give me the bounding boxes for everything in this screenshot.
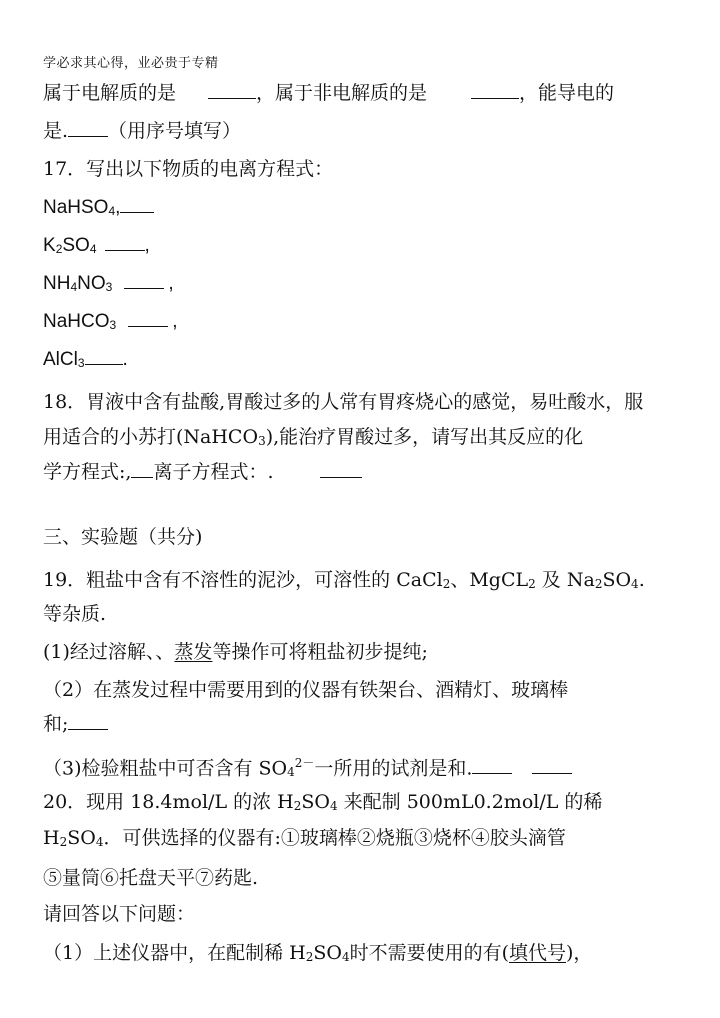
q16-text-nonelectrolyte: ，属于非电解质的是 bbox=[256, 82, 428, 104]
answer-blank[interactable] bbox=[472, 759, 512, 774]
answer-blank[interactable] bbox=[208, 84, 256, 99]
answer-blank[interactable] bbox=[68, 715, 108, 730]
q18-line-2: 用适合的小苏打(NaHCO3),能治疗胃酸过多，请写出其反应的化 bbox=[43, 426, 584, 448]
q17-item-k2so4: K2SO4 , bbox=[43, 235, 150, 256]
page-header-motto: 学必求其心得，业必贵于专精 bbox=[43, 56, 219, 71]
answer-blank[interactable] bbox=[131, 463, 153, 478]
underlined-answer: 填代号 bbox=[509, 942, 567, 964]
q19-line-1: 19．粗盐中含有不溶性的泥沙，可溶性的 CaCl2、MgCL2 及 Na2SO4. bbox=[43, 569, 645, 591]
q19-line-4: （2）在蒸发过程中需要用到的仪器有铁架台、酒精灯、玻璃棒 bbox=[43, 679, 569, 701]
q19-line-3: (1)经过溶解、、蒸发等操作可将粗盐初步提纯; bbox=[43, 641, 428, 663]
answer-blank[interactable] bbox=[85, 350, 123, 365]
underlined-answer: 蒸发 bbox=[174, 641, 213, 663]
q17-item-alcl3: AlCl3 . bbox=[43, 349, 128, 370]
answer-blank[interactable] bbox=[124, 274, 164, 289]
q20-line-1: 20．现用 18.4mol/L 的浓 H2SO4 来配制 500mL0.2mol/L 的稀 bbox=[43, 791, 603, 813]
answer-blank[interactable] bbox=[532, 759, 572, 774]
q17-title: 17．写出以下物质的电离方程式： bbox=[43, 158, 334, 180]
q16-line-2 bbox=[43, 122, 241, 141]
answer-blank[interactable] bbox=[128, 312, 168, 327]
section-3-title: 三、实验题（共分) bbox=[43, 526, 203, 548]
answer-blank[interactable] bbox=[471, 84, 519, 99]
answer-blank[interactable] bbox=[120, 198, 154, 213]
q19-line-2: 等杂质. bbox=[43, 603, 107, 625]
q20-line-4: 请回答以下问题： bbox=[43, 903, 196, 925]
q20-line-2: H2SO4．可供选择的仪器有:①玻璃棒②烧瓶③烧杯④胶头滴管 bbox=[43, 827, 566, 849]
answer-blank[interactable] bbox=[68, 122, 108, 137]
q18-line-3: 学方程式:, 离子方程式：. bbox=[43, 463, 362, 482]
q16-text-conductive: ，能导电的 bbox=[519, 82, 615, 104]
q18-line-1: 18．胃液中含有盐酸,胃酸过多的人常有胃疼烧心的感觉，易吐酸水，服 bbox=[43, 391, 644, 413]
q19-line-6: （3)检验粗盐中可否含有 $SO4^{2-}$一所用的试剂是和. bbox=[43, 757, 572, 778]
q16-text-electrolyte: 属于电解质的是 bbox=[43, 82, 177, 104]
answer-blank[interactable] bbox=[105, 236, 145, 251]
q17-item-nahso4: NaHSO4, bbox=[43, 198, 154, 217]
q16-text-is: 是. bbox=[43, 120, 69, 142]
q17-item-nahco3: NaHCO3 , bbox=[43, 311, 178, 332]
q16-text-instruction: （用序号填写） bbox=[108, 120, 242, 142]
q20-line-3: ⑤量筒⑥托盘天平⑦药匙. bbox=[43, 867, 259, 889]
q17-item-nh4no3: NH4NO3 , bbox=[43, 273, 174, 294]
q16-line-1 bbox=[43, 84, 614, 103]
q20-line-5: （1）上述仪器中，在配制稀 H2SO4时不需要使用的有(填代号)， bbox=[43, 942, 593, 964]
answer-blank[interactable] bbox=[320, 463, 362, 478]
q19-line-5: 和; bbox=[43, 715, 108, 734]
